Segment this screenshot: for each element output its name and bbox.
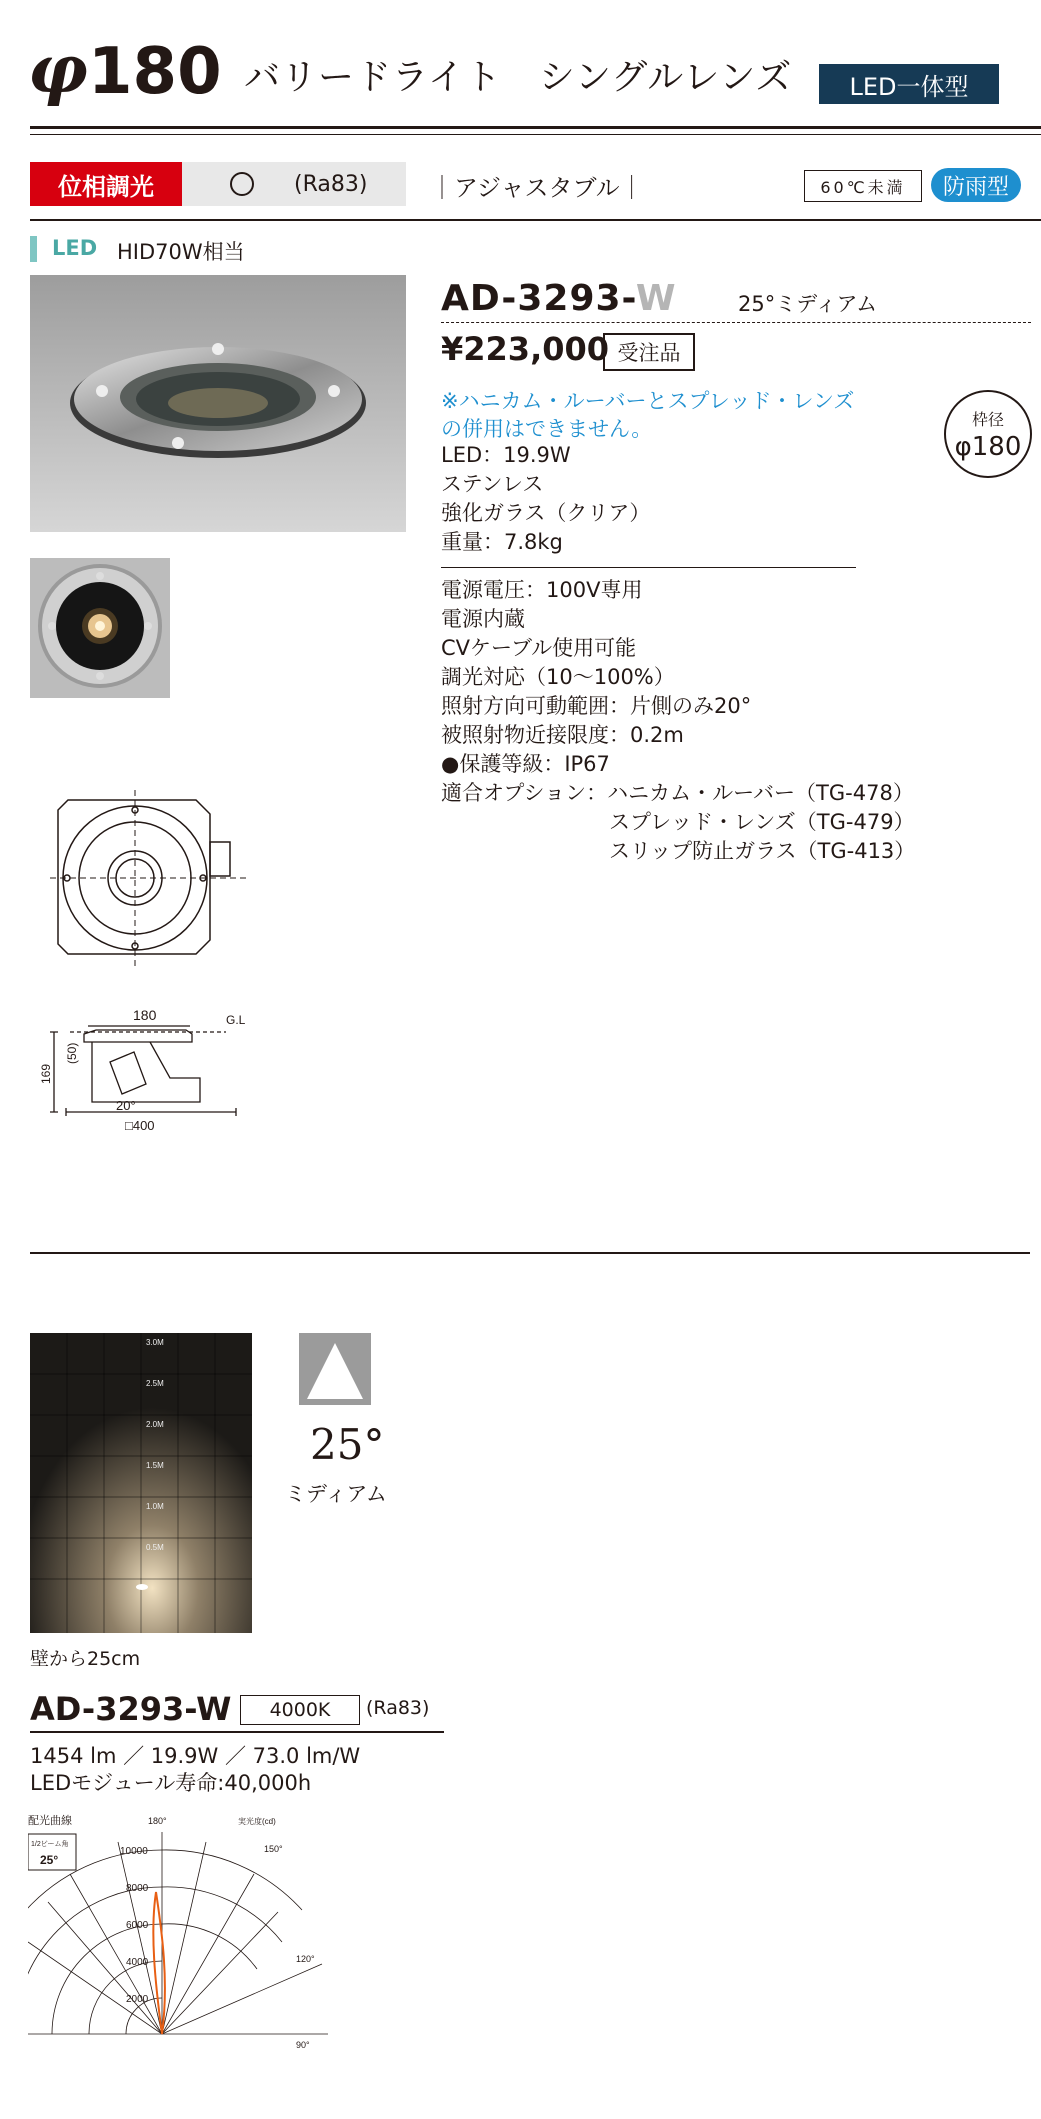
angle-label: 180° xyxy=(148,1816,167,1826)
product-photo xyxy=(30,275,406,532)
lumen-line: 1454 lm ／ 19.9W ／ 73.0 lm/W xyxy=(30,1744,361,1768)
angle-label: 150° xyxy=(264,1844,283,1854)
beam-angle-caption: ミディアム xyxy=(285,1482,387,1506)
section-rule xyxy=(30,1252,1030,1254)
spec-item: 適合オプション：ハニカム・ルーバー（TG-478） xyxy=(441,781,914,805)
half-beam-label: 1/2ビーム角 xyxy=(31,1841,69,1848)
scale-label: 1.5M xyxy=(146,1461,164,1470)
spec-item: 電源電圧：100V専用 xyxy=(441,578,643,602)
spec-item: ●保護等級：IP67 xyxy=(441,752,610,776)
radial-label: 2000 xyxy=(126,1994,149,2005)
top-view-drawing xyxy=(50,790,250,970)
half-beam-value: 25° xyxy=(40,1853,59,1867)
product-name: バリードライト シングルレンズ xyxy=(244,57,793,98)
spec-item: 照射方向可動範囲：片側のみ20° xyxy=(441,694,752,718)
header-rule xyxy=(30,126,1041,129)
base-dimension: □400 xyxy=(125,1118,155,1133)
dimming-badge: 位相調光 xyxy=(30,162,182,206)
spec-item: 重量：7.8kg xyxy=(441,530,563,554)
radial-label: 4000 xyxy=(126,1957,149,1968)
model-prefix: AD-3293- xyxy=(441,278,636,319)
curve-unit: 実光度(cd) xyxy=(238,1817,276,1826)
spec-item: LED：19.9W xyxy=(441,443,571,467)
angle-label: 90° xyxy=(296,2040,310,2050)
radial-label: 6000 xyxy=(126,1920,149,1931)
spec-item: 強化ガラス（クリア） xyxy=(441,501,651,525)
price: ¥223,000 xyxy=(441,330,610,368)
spec-item: ステンレス xyxy=(441,472,544,496)
rainproof-badge: 防雨型 xyxy=(931,168,1021,202)
tilt-angle: 20° xyxy=(116,1098,136,1113)
width-dimension: 180 xyxy=(133,1007,157,1023)
wall-distance: 壁から25cm xyxy=(30,1648,141,1670)
spec-item: CVケーブル使用可能 xyxy=(441,636,637,660)
frame-value: φ180 xyxy=(954,431,1022,462)
lifetime-line: LEDモジュール寿命:40,000h xyxy=(30,1771,312,1795)
model-number xyxy=(441,278,677,319)
beam-angle-value: 25° xyxy=(310,1420,385,1469)
color-rendering-box xyxy=(182,162,406,206)
scale-label: 0.5M xyxy=(146,1543,164,1552)
temperature-badge: 60℃未満 xyxy=(804,170,922,202)
led-label: LED xyxy=(52,236,98,260)
attr-rule xyxy=(30,219,1041,221)
scale-label: 3.0M xyxy=(146,1338,164,1347)
performance-model: AD-3293-W xyxy=(30,1690,232,1728)
led-integrated-badge: LED一体型 xyxy=(819,64,999,104)
title-size: 180 xyxy=(88,35,222,109)
beam-angle-icon xyxy=(299,1333,371,1405)
spec-item: 被照射物近接限度：0.2m xyxy=(441,723,684,747)
radial-label: 10000 xyxy=(120,1846,148,1857)
scale-label: 2.0M xyxy=(146,1420,164,1429)
ground-level-label: G.L xyxy=(226,1013,246,1027)
frame-label: 枠径 xyxy=(971,409,1004,429)
beam-type: 25°ミディアム xyxy=(738,292,878,316)
angle-label: 120° xyxy=(296,1954,315,1964)
spec-item: スリップ防止ガラス（TG-413） xyxy=(441,839,916,863)
spec-item: 調光対応（10～100%） xyxy=(441,665,675,689)
led-equivalent: HID70W相当 xyxy=(117,240,245,264)
curve-title: 配光曲線 xyxy=(28,1815,72,1827)
performance-specs xyxy=(30,1743,360,1797)
frame-diameter-badge xyxy=(944,390,1032,478)
scale-label: 1.0M xyxy=(146,1502,164,1511)
performance-rule xyxy=(30,1731,444,1733)
title-phi-symbol: φ xyxy=(28,30,88,108)
header-rule-thin xyxy=(30,134,1041,135)
height-dimension: 169 xyxy=(39,1063,53,1084)
ra-value: (Ra83) xyxy=(294,171,368,197)
color-temperature: 4000K xyxy=(240,1695,360,1725)
spec-list-a xyxy=(441,441,650,557)
product-top-photo xyxy=(30,558,170,698)
spec-item: 電源内蔵 xyxy=(441,607,525,631)
circle-icon xyxy=(230,172,254,196)
radial-label: 8000 xyxy=(126,1883,149,1894)
scale-label: 2.5M xyxy=(146,1379,164,1388)
option-note: ※ハニカム・ルーバーとスプレッド・レンズの併用はできません。 xyxy=(441,389,855,441)
model-divider xyxy=(441,322,1031,324)
spec-item: スプレッド・レンズ（TG-479） xyxy=(441,810,915,834)
spec-divider xyxy=(441,567,856,568)
model-suffix: W xyxy=(635,278,677,319)
order-badge: 受注品 xyxy=(603,333,695,371)
performance-ra: (Ra83) xyxy=(366,1697,430,1719)
distribution-curve xyxy=(28,1812,338,2052)
light-distribution-photo xyxy=(30,1333,252,1633)
led-accent-bar xyxy=(30,236,37,262)
depth-dimension: (50) xyxy=(65,1042,79,1064)
adjustable-label: ｜アジャスタブル｜ xyxy=(430,174,644,202)
spec-list-b xyxy=(441,576,915,866)
side-view-drawing xyxy=(30,1002,270,1142)
